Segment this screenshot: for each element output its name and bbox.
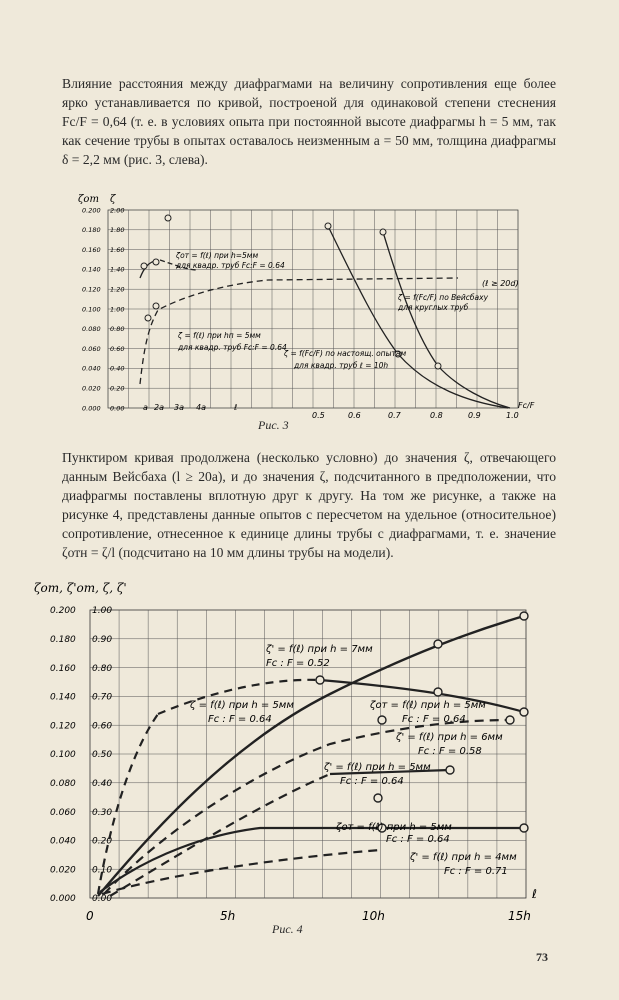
fig4-label-c4: ζ' = f(ℓ) при h = 6мм — [396, 732, 503, 743]
fig3-x-06: 0.6 — [348, 411, 361, 420]
fig4-x-0: 0 — [86, 909, 94, 923]
fig4-ytick-right: 0.00 — [92, 894, 113, 905]
fig4-x-10h: 10h — [362, 909, 385, 923]
fig4-x-5h: 5h — [220, 909, 236, 923]
fig3-x-4a: 4a — [196, 403, 206, 412]
fig4-ytick-right: 0.30 — [92, 807, 113, 818]
fig3-label-1b: для квадр. труб Fc:F = 0.64 — [176, 261, 285, 270]
fig4-ytick-right: 0.80 — [92, 663, 113, 674]
figure-3 — [58, 188, 538, 428]
fig3-x-l: ℓ — [234, 403, 238, 412]
fig3-ytick-left: 0.080 — [82, 325, 101, 334]
fig4-curve-h4 — [102, 850, 380, 894]
fig3-x-05: 0.5 — [312, 411, 325, 420]
fig3-x-10: 1.0 — [506, 411, 519, 420]
page-number: 73 — [536, 950, 548, 964]
fig3-ytick-right: 1.80 — [110, 226, 125, 235]
fig3-ytick-right: 1.20 — [110, 285, 125, 294]
fig4-label-c5b: Fc : F = 0.64 — [340, 776, 404, 787]
fig4-ytick-right: 0.90 — [92, 634, 113, 645]
fig3-label-5b: для квадр. труб ℓ = 10h — [294, 361, 389, 370]
fig3-x-label: Fc/F — [518, 401, 535, 410]
fig3-ytick-left: 0.140 — [82, 265, 101, 274]
fig3-label-2: (ℓ ≥ 20d) — [482, 279, 519, 288]
fig4-x-label: ℓ — [532, 887, 537, 901]
paragraph-2: Пунктиром кривая продолжена (несколько условно) до значения ζ, отвечающего данным Вейсбаха (l ≥ 20a), и до значения ζ, подсчитанного в предположении, что диафрагмы поставлены вплотную друг к другу. На том же рисунке, а также на рисунке 4, представлены данные опытов с пересчетом на удельное (относительное) сопротивление, отнесенное к единице длины трубы с диафрагмами, т. е. значение ζотн = ζ/l (подсчитано на 10 мм длины трубы на модели). — [62, 450, 556, 560]
paragraph-1: Влияние расстояния между диафрагмами на величину сопротивления еще более ярко устанавливается по кривой, построеной для одинаковой степени стеснения Fc/F = 0,64 (т. е. в условиях опыта при постоянной высоте диафрагмы h = 5 мм, так как сечение трубы в опытах оставалось неизменным a = 50 мм, толщина диафрагмы δ = 2,2 мм (рис. 3, слева). — [62, 76, 556, 167]
fig3-x-2a: 2a — [154, 403, 164, 412]
fig4-label-c5: ζ' = f(ℓ) при h = 5мм — [324, 762, 431, 773]
fig4-label-c3: ζот = f(ℓ) при h = 5мм — [370, 700, 486, 711]
fig4-ytick-right: 0.20 — [92, 836, 113, 847]
fig4-label-c1b: Fc : F = 0.52 — [266, 658, 330, 669]
fig3-ytick-left: 0.180 — [82, 226, 101, 235]
fig3-label-4b: для квадр. труб Fc:F = 0.64 — [178, 343, 287, 352]
fig3-x-3a: 3a — [174, 403, 184, 412]
fig4-ytick-left: 0.000 — [50, 894, 76, 905]
fig4-axis-title: ζот, ζ'от, ζ, ζ' — [34, 581, 127, 595]
fig4-ytick-left: 0.040 — [50, 836, 76, 847]
fig4-ytick-left: 0.060 — [50, 807, 76, 818]
fig3-caption: Рис. 3 — [258, 418, 289, 432]
fig3-label-5: ζ = f(Fc/F) по настоящ. опытам — [284, 349, 407, 358]
fig3-ytick-left: 0.060 — [82, 344, 101, 353]
fig3-ytick-left: 0.100 — [82, 305, 101, 314]
fig4-label-c7: ζ' = f(ℓ) при h = 4мм — [410, 852, 517, 863]
fig4-label-c6b: Fc : F = 0.64 — [386, 834, 450, 845]
fig3-x-08: 0.8 — [430, 411, 443, 420]
fig4-ytick-left: 0.100 — [50, 750, 76, 761]
fig3-ytick-right: 1.40 — [110, 265, 125, 274]
fig4-ytick-left: 0.020 — [50, 865, 76, 876]
fig3-label-3b: для круглых труб — [398, 303, 469, 312]
fig3-label-4: ζ = f(ℓ) при hп = 5мм — [178, 331, 261, 340]
fig3-ytick-left: 0.000 — [82, 404, 101, 413]
fig3-x-09: 0.9 — [468, 411, 481, 420]
fig3-ytick-right: 1.00 — [110, 305, 125, 314]
fig3-axis-right: ζ — [110, 194, 116, 205]
fig3-ytick-left: 0.120 — [82, 285, 101, 294]
fig4-ytick-left: 0.080 — [50, 778, 76, 789]
fig3-ytick-right: 1.60 — [110, 245, 125, 254]
fig3-curve-weisbach — [328, 226, 508, 408]
fig4-caption: Рис. 4 — [272, 922, 303, 936]
fig3-ytick-right: 0.00 — [110, 404, 125, 413]
fig4-ytick-left: 0.180 — [50, 634, 76, 645]
fig3-ytick-right: 0.40 — [110, 364, 125, 373]
fig4-ytick-right: 0.50 — [92, 750, 113, 761]
fig3-ytick-right: 0.60 — [110, 344, 125, 353]
fig4-ytick-left: 0.140 — [50, 692, 76, 703]
fig4-ytick-right: 1.00 — [92, 606, 113, 617]
fig3-ytick-right: 0.80 — [110, 325, 125, 334]
fig4-label-c4b: Fc : F = 0.58 — [418, 746, 482, 757]
fig3-x-07: 0.7 — [388, 411, 401, 420]
fig4-label-c6: ζот = f(ℓ) при h = 5мм — [336, 822, 452, 833]
fig4-ytick-right: 0.70 — [92, 692, 113, 703]
fig3-ytick-left: 0.200 — [82, 206, 101, 215]
fig4-label-c2: ζ = f(ℓ) при h = 5мм — [190, 700, 294, 711]
fig4-ytick-right: 0.60 — [92, 721, 113, 732]
fig3-ytick-right: 2.00 — [110, 206, 125, 215]
fig4-ytick-right: 0.40 — [92, 778, 113, 789]
fig3-ytick-left: 0.020 — [82, 384, 101, 393]
fig4-ytick-right: 0.10 — [92, 865, 113, 876]
fig3-ytick-left: 0.040 — [82, 364, 101, 373]
fig4-label-c7b: Fc : F = 0.71 — [444, 866, 508, 877]
fig3-ytick-left: 0.160 — [82, 245, 101, 254]
fig4-label-c1: ζ' = f(ℓ) при h = 7мм — [266, 644, 373, 655]
fig3-ytick-right: 0.20 — [110, 384, 125, 393]
fig3-curve-experiment — [383, 232, 510, 408]
fig4-label-c2b: Fc : F = 0.64 — [208, 714, 272, 725]
fig3-label-3: ζ = f(Fc/F) по Вейсбаху — [398, 293, 489, 302]
fig4-x-15h: 15h — [508, 909, 531, 923]
fig4-ytick-left: 0.200 — [50, 606, 76, 617]
fig4-ytick-left: 0.120 — [50, 721, 76, 732]
fig3-x-a: a — [143, 403, 148, 412]
fig3-label-1: ζот = f(ℓ) при h=5мм — [176, 251, 259, 260]
figure-4 — [30, 574, 550, 934]
fig4-label-c3b: Fc : F = 0.64 — [402, 714, 466, 725]
fig3-axis-left: ζот — [78, 194, 99, 205]
fig4-ytick-left: 0.160 — [50, 663, 76, 674]
